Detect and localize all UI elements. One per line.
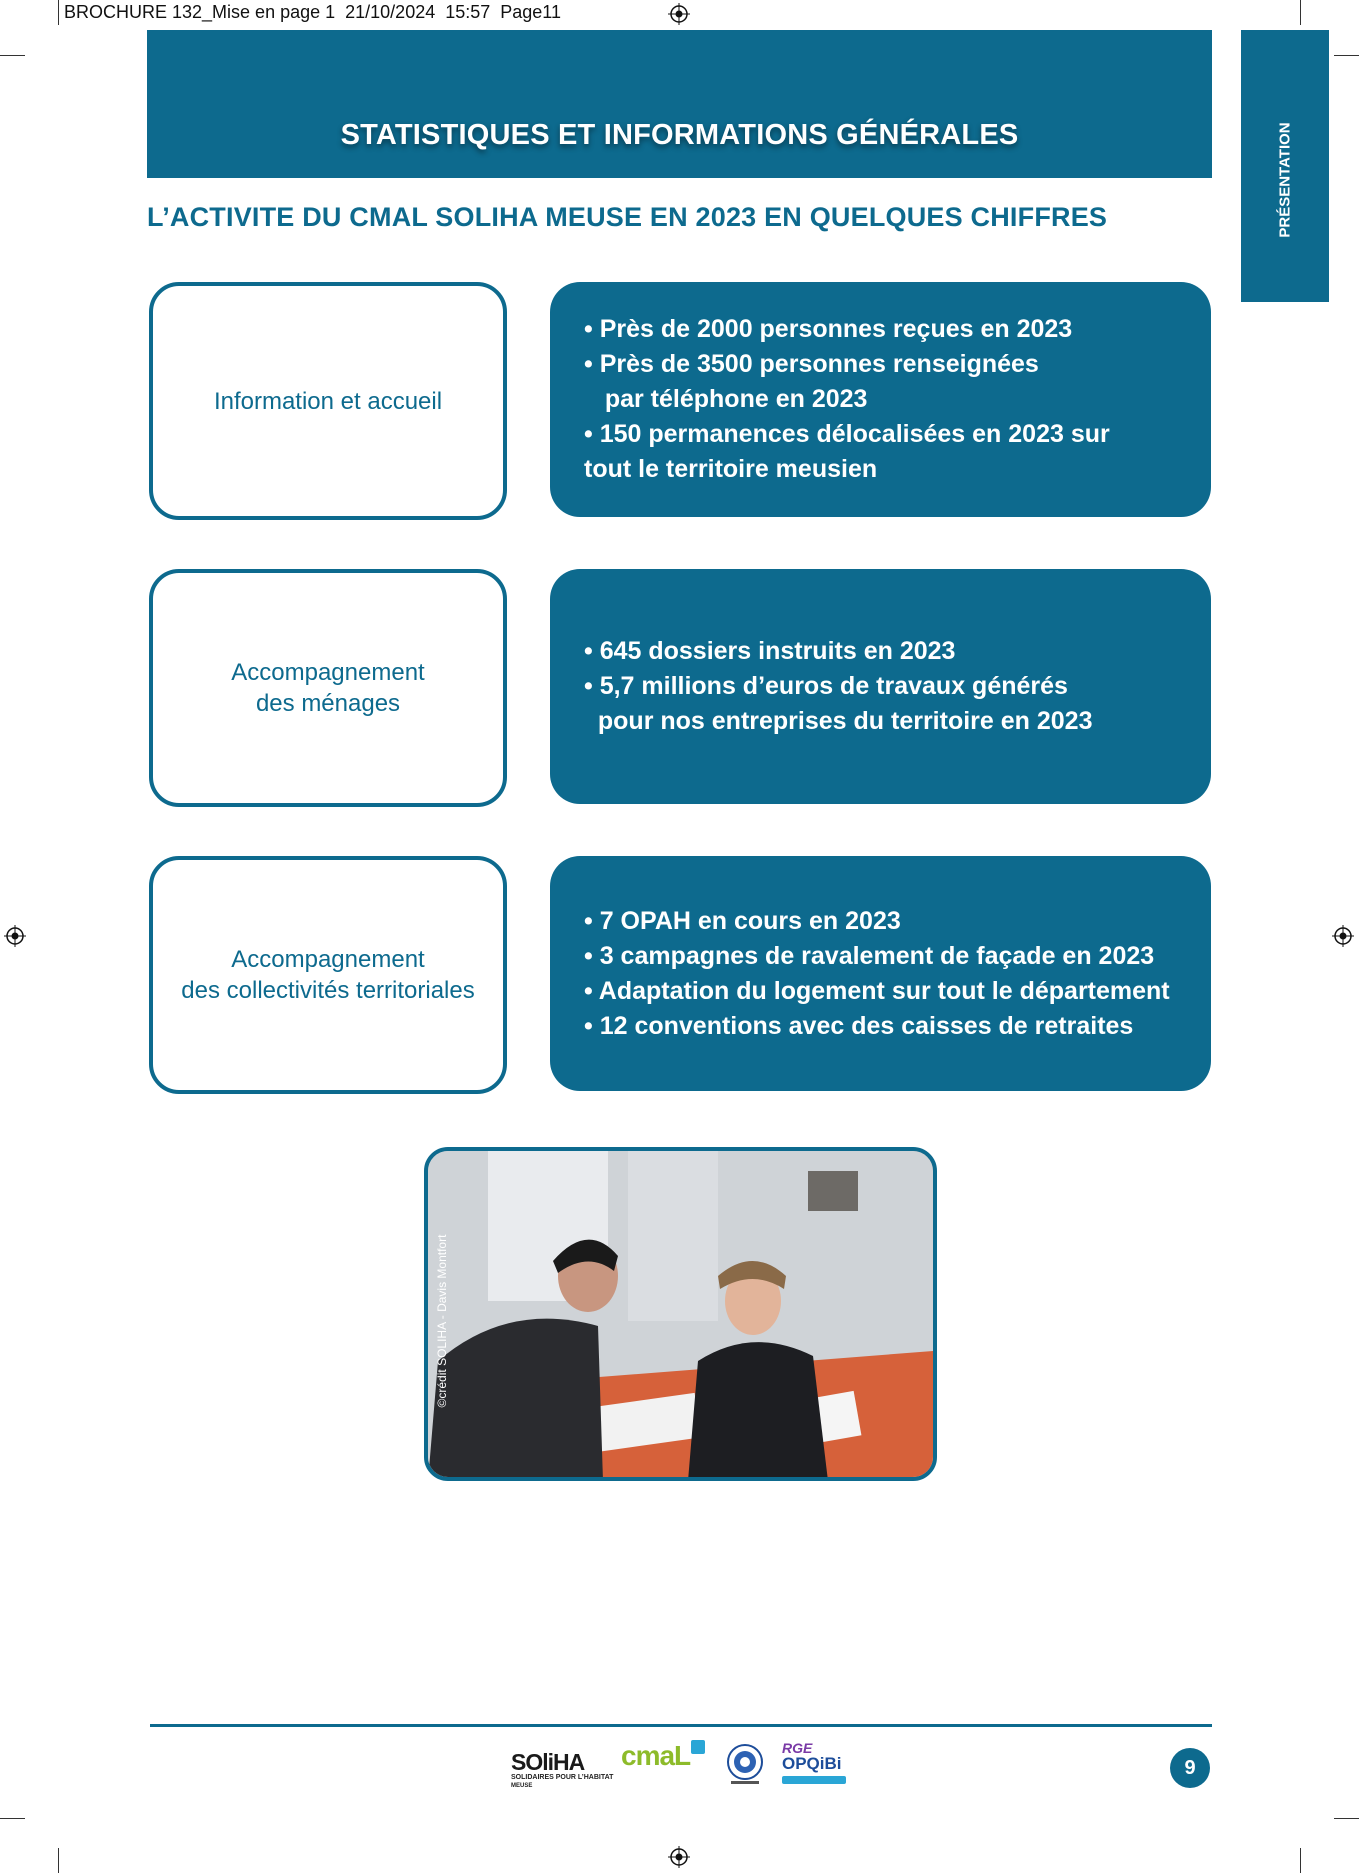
info-line: • 7 OPAH en cours en 2023 — [584, 906, 901, 935]
row-info-box — [550, 569, 1211, 804]
row-label-line: Information et accueil — [213, 387, 443, 415]
info-line: • Près de 3500 personnes renseignées — [584, 350, 1039, 378]
crop-mark — [1300, 1848, 1301, 1873]
registration-mark-icon — [668, 3, 690, 25]
page-number: 9 — [1170, 1748, 1210, 1788]
row-label-line: Accompagnement — [231, 659, 425, 686]
seal-logo-icon — [725, 1742, 765, 1786]
header-band — [147, 30, 1212, 178]
soliha-logo-subtitle: SOLIDAIRES POUR L’HABITAT — [511, 1774, 614, 1781]
row-label-line: des collectivités territoriales — [181, 977, 475, 1004]
cmal-plus-icon — [691, 1740, 705, 1754]
footer-rule — [150, 1724, 1212, 1727]
photo — [424, 1147, 937, 1481]
info-line: • 5,7 millions d’euros de travaux générés — [584, 672, 1068, 700]
photo-credit: ©crédit SOLIHA - Davis Montfort — [435, 1234, 449, 1408]
row-label-line: Accompagnement — [231, 946, 425, 973]
side-tab — [1241, 30, 1329, 302]
info-line: tout le territoire meusien — [584, 455, 878, 483]
cmal-logo-text: cmaL — [621, 1740, 691, 1771]
row-info-box — [550, 856, 1211, 1091]
soliha-logo — [511, 1749, 614, 1793]
crop-mark — [58, 1848, 59, 1873]
soliha-logo-text: SOliHA — [511, 1749, 585, 1775]
crop-mark — [1334, 1818, 1359, 1819]
qualification-bar — [782, 1776, 846, 1784]
rge-logo-text: RGE — [782, 1740, 813, 1756]
info-line: • 645 dossiers instruits en 2023 — [584, 637, 956, 665]
row-label-box — [149, 856, 507, 1094]
row-info-box — [550, 282, 1211, 517]
soliha-logo-region: MEUSE — [511, 1783, 533, 1789]
crop-mark — [0, 55, 25, 56]
info-line: • Adaptation du logement sur tout le département — [584, 976, 1170, 1005]
page-title: STATISTIQUES ET INFORMATIONS GÉNÉRALES — [340, 119, 1019, 151]
info-line: • 150 permanences délocalisées en 2023 sur — [584, 420, 1110, 448]
qualification-logos — [782, 1741, 852, 1791]
opqibi-logo-text: OPQiBi — [782, 1754, 842, 1773]
registration-mark-icon — [1332, 925, 1354, 947]
cmal-logo — [621, 1740, 711, 1782]
crop-mark — [0, 1818, 25, 1819]
side-tab-label: PRÉSENTATION — [1276, 122, 1294, 238]
info-line: • 12 conventions avec des caisses de retraites — [584, 1011, 1134, 1040]
info-line: • 3 campagnes de ravalement de façade en 2023 — [584, 941, 1155, 970]
photo-illustration — [428, 1151, 933, 1477]
info-line: par téléphone en 2023 — [584, 385, 868, 413]
section-heading: L’ACTIVITE DU CMAL SOLIHA MEUSE EN 2023 EN QUELQUES CHIFFRES — [147, 202, 1108, 232]
row-label-line: des ménages — [255, 690, 401, 717]
row-label-box — [149, 282, 507, 520]
row-label-box — [149, 569, 507, 807]
crop-mark — [58, 0, 59, 25]
registration-mark-icon — [4, 925, 26, 947]
registration-mark-icon — [668, 1846, 690, 1868]
crop-mark — [1300, 0, 1301, 25]
info-line: • Près de 2000 personnes reçues en 2023 — [584, 315, 1073, 343]
crop-mark — [1334, 55, 1359, 56]
info-line: pour nos entreprises du territoire en 2023 — [584, 707, 1093, 735]
print-slug: BROCHURE 132_Mise en page 1 21/10/2024 15:57 Page11 — [64, 2, 561, 22]
